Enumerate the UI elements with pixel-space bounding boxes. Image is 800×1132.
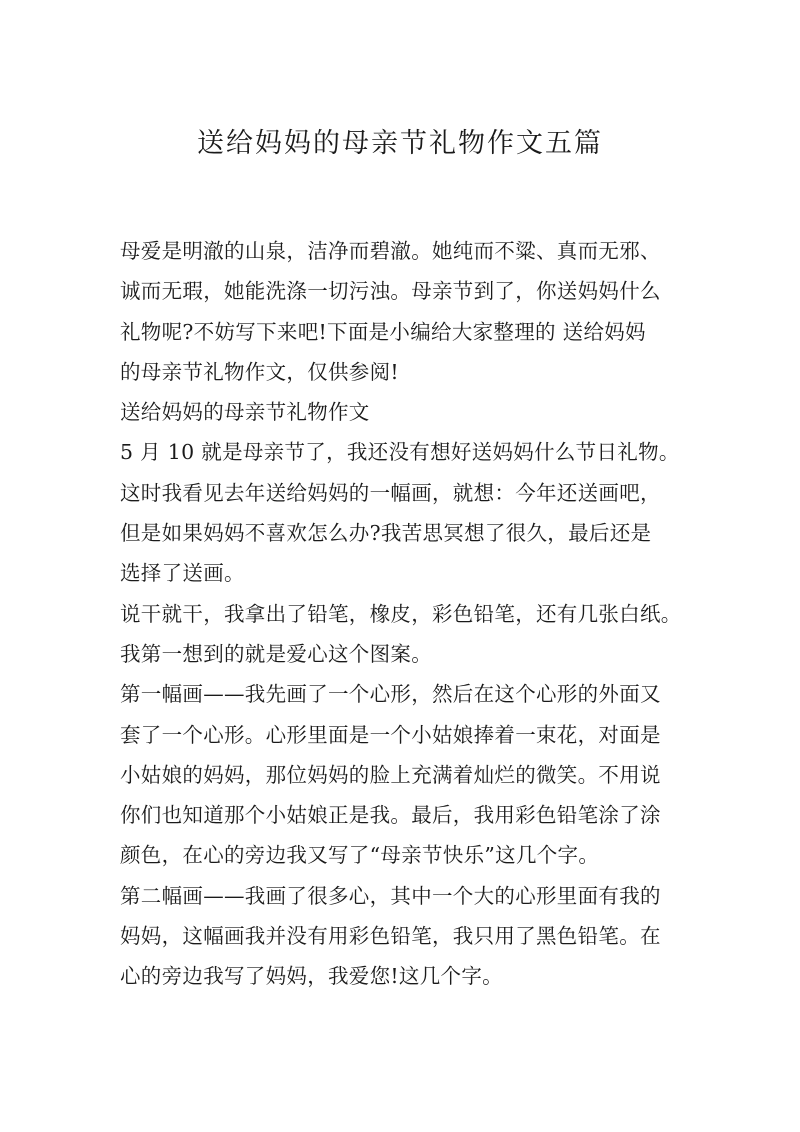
text-line: 这时我看见去年送给妈妈的一幅画，就想：今年还送画吧， — [120, 480, 661, 505]
text-line: 礼物呢?不妨写下来吧!下面是小编给大家整理的 送给妈妈 — [120, 319, 646, 344]
text-line: 你们也知道那个小姑娘正是我。最后，我用彩色铅笔涂了涂 — [120, 803, 661, 828]
text-line: 诚而无瑕，她能洗涤一切污浊。母亲节到了，你送妈妈什么 — [120, 279, 661, 304]
document-body — [120, 231, 692, 997]
text-line: 说干就干，我拿出了铅笔，橡皮，彩色铅笔，还有几张白纸。 — [120, 601, 682, 626]
text-line: 小姑娘的妈妈，那位妈妈的脸上充满着灿烂的微笑。不用说 — [120, 762, 661, 787]
text-line: 第二幅画——我画了很多心，其中一个大的心形里面有我的 — [120, 883, 661, 908]
document-title: 送给妈妈的母亲节礼物作文五篇 — [197, 128, 603, 159]
text-line: 但是如果妈妈不喜欢怎么办?我苦思冥想了很久，最后还是 — [120, 521, 652, 546]
text-line: 妈妈，这幅画我并没有用彩色铅笔，我只用了黑色铅笔。在 — [120, 924, 661, 949]
text-line: 母爱是明澈的山泉，洁净而碧澈。她纯而不粱、真而无邪、 — [120, 239, 661, 263]
section-heading: 送给妈妈的母亲节礼物作文 — [120, 400, 370, 425]
text-line: 我第一想到的就是爱心这个图案。 — [120, 641, 432, 666]
text-line: 套了一个心形。心形里面是一个小姑娘捧着一束花，对面是 — [120, 722, 661, 747]
text-line: 第一幅画——我先画了一个心形，然后在这个心形的外面又 — [120, 682, 661, 707]
text-line: 选择了送画。 — [120, 561, 245, 586]
text-line: 5 月 10 就是母亲节了，我还没有想好送妈妈什么节日礼物。 — [120, 440, 680, 465]
text-line: 心的旁边我写了妈妈，我爱您!这几个字。 — [120, 964, 503, 989]
text-line: 的母亲节礼物作文，仅供参阅! — [120, 359, 399, 384]
text-line: 颜色，在心的旁边我又写了“母亲节快乐”这几个字。 — [120, 843, 600, 868]
